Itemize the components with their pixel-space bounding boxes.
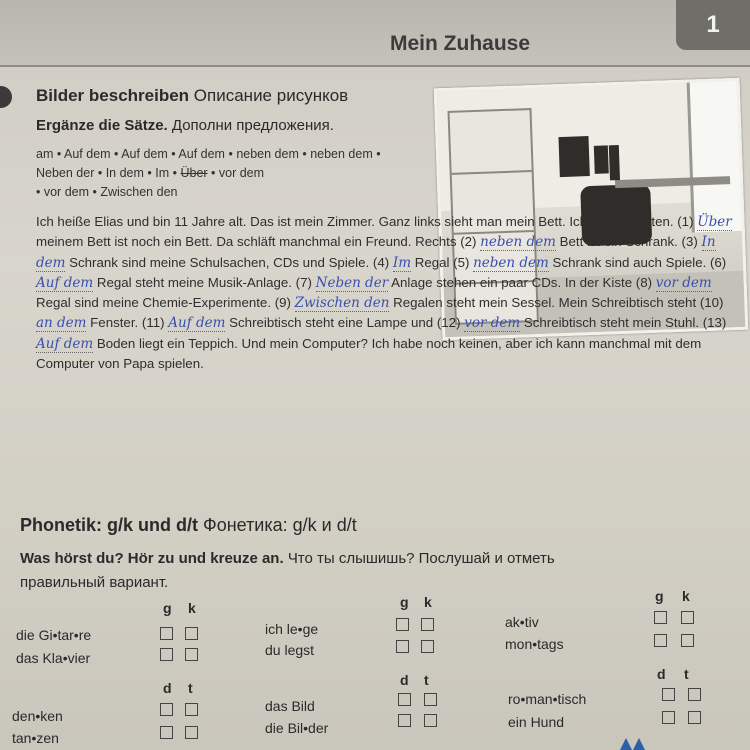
word: du legst (265, 642, 315, 658)
answer-9: Zwischen den (294, 295, 390, 312)
instruction-de: Was hörst du? Hör zu und kreuze an. (20, 550, 284, 567)
photo-lamp (609, 145, 620, 180)
word: ro•man•tisch (508, 691, 587, 707)
photo-speaker (558, 136, 589, 177)
checkbox[interactable] (398, 693, 411, 706)
answer-10: an dem (36, 315, 87, 332)
wordbank-item: neben dem (310, 147, 373, 161)
task-de: Ergänze die Sätze. (36, 117, 168, 134)
answer-4: Im (392, 254, 412, 271)
word-bank: am • Auf dem • Auf dem • Auf dem • neben dem • neben dem • Neben der • In dem • Im • Über • vor dem • vor dem • Zwischen den (36, 147, 381, 199)
phonetik-title (20, 515, 357, 536)
label-g: g (163, 600, 172, 616)
label-t: t (424, 672, 429, 688)
checkbox[interactable] (662, 688, 675, 701)
word: den•ken (12, 708, 63, 724)
task-line (36, 117, 334, 134)
word: mon•tags (505, 636, 564, 652)
answer-13: Auf dem (36, 335, 94, 352)
checkbox[interactable] (396, 640, 409, 653)
label-d: d (400, 672, 409, 688)
answer-8: vor dem (655, 274, 712, 291)
checkbox[interactable] (185, 703, 198, 716)
story-segment: Ich heiße Elias und bin 11 Jahre alt. Das ist mein Zimmer. Ganz links sieht man mein Bett. Ich schlafe unten. (1) (36, 214, 694, 229)
wordbank-item: Im (155, 166, 170, 180)
label-d: d (163, 680, 172, 696)
task-ru: Дополни предложения. (171, 117, 334, 134)
wordbank-item: Auf dem (178, 147, 225, 161)
answer-1: Über (697, 214, 732, 230)
checkbox[interactable] (185, 627, 198, 640)
photo-window (687, 81, 745, 233)
shelf-board (452, 170, 532, 175)
wordbank-item-crossed: Über (180, 166, 208, 180)
wordbank-item: In dem (105, 166, 144, 180)
label-t: t (684, 666, 689, 682)
answer-2: neben dem (480, 234, 556, 251)
checkbox[interactable] (160, 627, 173, 640)
label-k: k (188, 600, 196, 616)
word: das Bild (265, 698, 315, 714)
checkbox[interactable] (688, 711, 701, 724)
phonetik-instruction (20, 547, 750, 595)
exercise-number-badge (0, 86, 12, 108)
label-g: g (655, 588, 664, 604)
story-segment: Fenster. (11) (90, 315, 165, 331)
checkbox[interactable] (421, 618, 434, 631)
photo-speaker (594, 145, 609, 173)
checkbox[interactable] (185, 726, 198, 739)
wordbank-item: neben dem (236, 147, 299, 161)
story-text (36, 212, 742, 373)
word: das Kla•vier (16, 650, 91, 666)
wordbank-item: Zwischen den (100, 185, 178, 199)
story-segment: Schreibtisch steht eine Lampe und (12) (229, 315, 461, 331)
answer-3: In dem (36, 234, 716, 271)
label-d: d (657, 666, 666, 682)
section-title (36, 86, 348, 106)
word: die Gi•tar•re (16, 627, 92, 643)
answer-5: neben dem (473, 254, 549, 271)
wordbank-item: Neben der (36, 166, 95, 180)
checkbox[interactable] (681, 611, 694, 624)
header-band (0, 0, 750, 67)
label-k: k (424, 594, 432, 610)
story-segment: Bett ist ein Schrank. (3) (559, 234, 698, 250)
wordbank-item: Auf dem (64, 147, 111, 161)
checkbox[interactable] (662, 711, 675, 724)
story-segment: Schrank sind auch Spiele. (6) (552, 254, 727, 270)
instruction-ru: Что ты слышишь? Послушай и отметь (287, 550, 555, 567)
story-segment: Regal steht meine Musik-Anlage. (7) (96, 274, 312, 290)
checkbox[interactable] (396, 618, 409, 631)
story-segment: Schreibtisch steht mein Stuhl. (13) (523, 315, 727, 331)
word: die Bil•der (265, 720, 329, 736)
word: ein Hund (508, 714, 565, 730)
page-number: 1 (676, 0, 750, 50)
story-segment: Regal sind meine Chemie-Experimente. (9) (36, 295, 291, 311)
phonetik-title-de: Phonetik: g/k und d/t (20, 515, 198, 535)
wordbank-item: am (36, 147, 54, 161)
checkbox[interactable] (421, 640, 434, 653)
story-segment: Regal (5) (414, 254, 470, 270)
triangle-decoration (620, 738, 632, 750)
answer-12: vor dem (464, 315, 521, 332)
checkbox[interactable] (185, 648, 198, 661)
wordbank-item: Auf dem (121, 147, 168, 161)
checkbox[interactable] (160, 703, 173, 716)
checkbox[interactable] (424, 693, 437, 706)
story-segment: Anlage stehen ein paar CDs. In der Kiste (8) (391, 274, 653, 290)
checkbox[interactable] (398, 714, 411, 727)
phonetik-title-ru: Фонетика: g/k и d/t (203, 515, 357, 535)
answer-7: Neben der (315, 274, 389, 291)
word: tan•zen (12, 730, 59, 746)
story-segment: Schrank sind meine Schulsachen, CDs und Spiele. (4) (69, 254, 390, 270)
answer-11: Auf dem (168, 315, 226, 332)
word: ich le•ge (265, 621, 319, 637)
checkbox[interactable] (681, 634, 694, 647)
triangle-decoration (633, 738, 645, 750)
chapter-title: Mein Zuhause (390, 32, 531, 55)
section-title-de: Bilder beschreiben (36, 86, 190, 105)
story-segment: meinem Bett ist noch ein Bett. Da schläft manchmal ein Freund. Rechts (2) (36, 234, 477, 250)
checkbox[interactable] (424, 714, 437, 727)
label-g: g (400, 594, 409, 610)
answer-6: Auf dem (36, 274, 94, 291)
word: ak•tiv (505, 614, 539, 630)
checkbox[interactable] (654, 634, 667, 647)
wordbank-item: vor dem (43, 185, 90, 199)
checkbox[interactable] (160, 648, 173, 661)
label-k: k (682, 588, 690, 604)
label-t: t (188, 680, 193, 696)
story-segment: Regalen steht mein Sessel. Mein Schreibtisch steht (10) (393, 295, 724, 311)
instruction-ru-2: правильный вариант. (20, 574, 169, 591)
checkbox[interactable] (688, 688, 701, 701)
wordbank-item: vor dem (218, 166, 265, 180)
checkbox[interactable] (654, 611, 667, 624)
checkbox[interactable] (160, 726, 173, 739)
story-segment: Boden liegt ein Teppich. Und mein Computer? Ich habe noch keinen, aber ich kann manchmal mit dem Computer von Papa spielen. (36, 335, 702, 372)
section-title-ru: Описание рисунков (193, 86, 349, 105)
